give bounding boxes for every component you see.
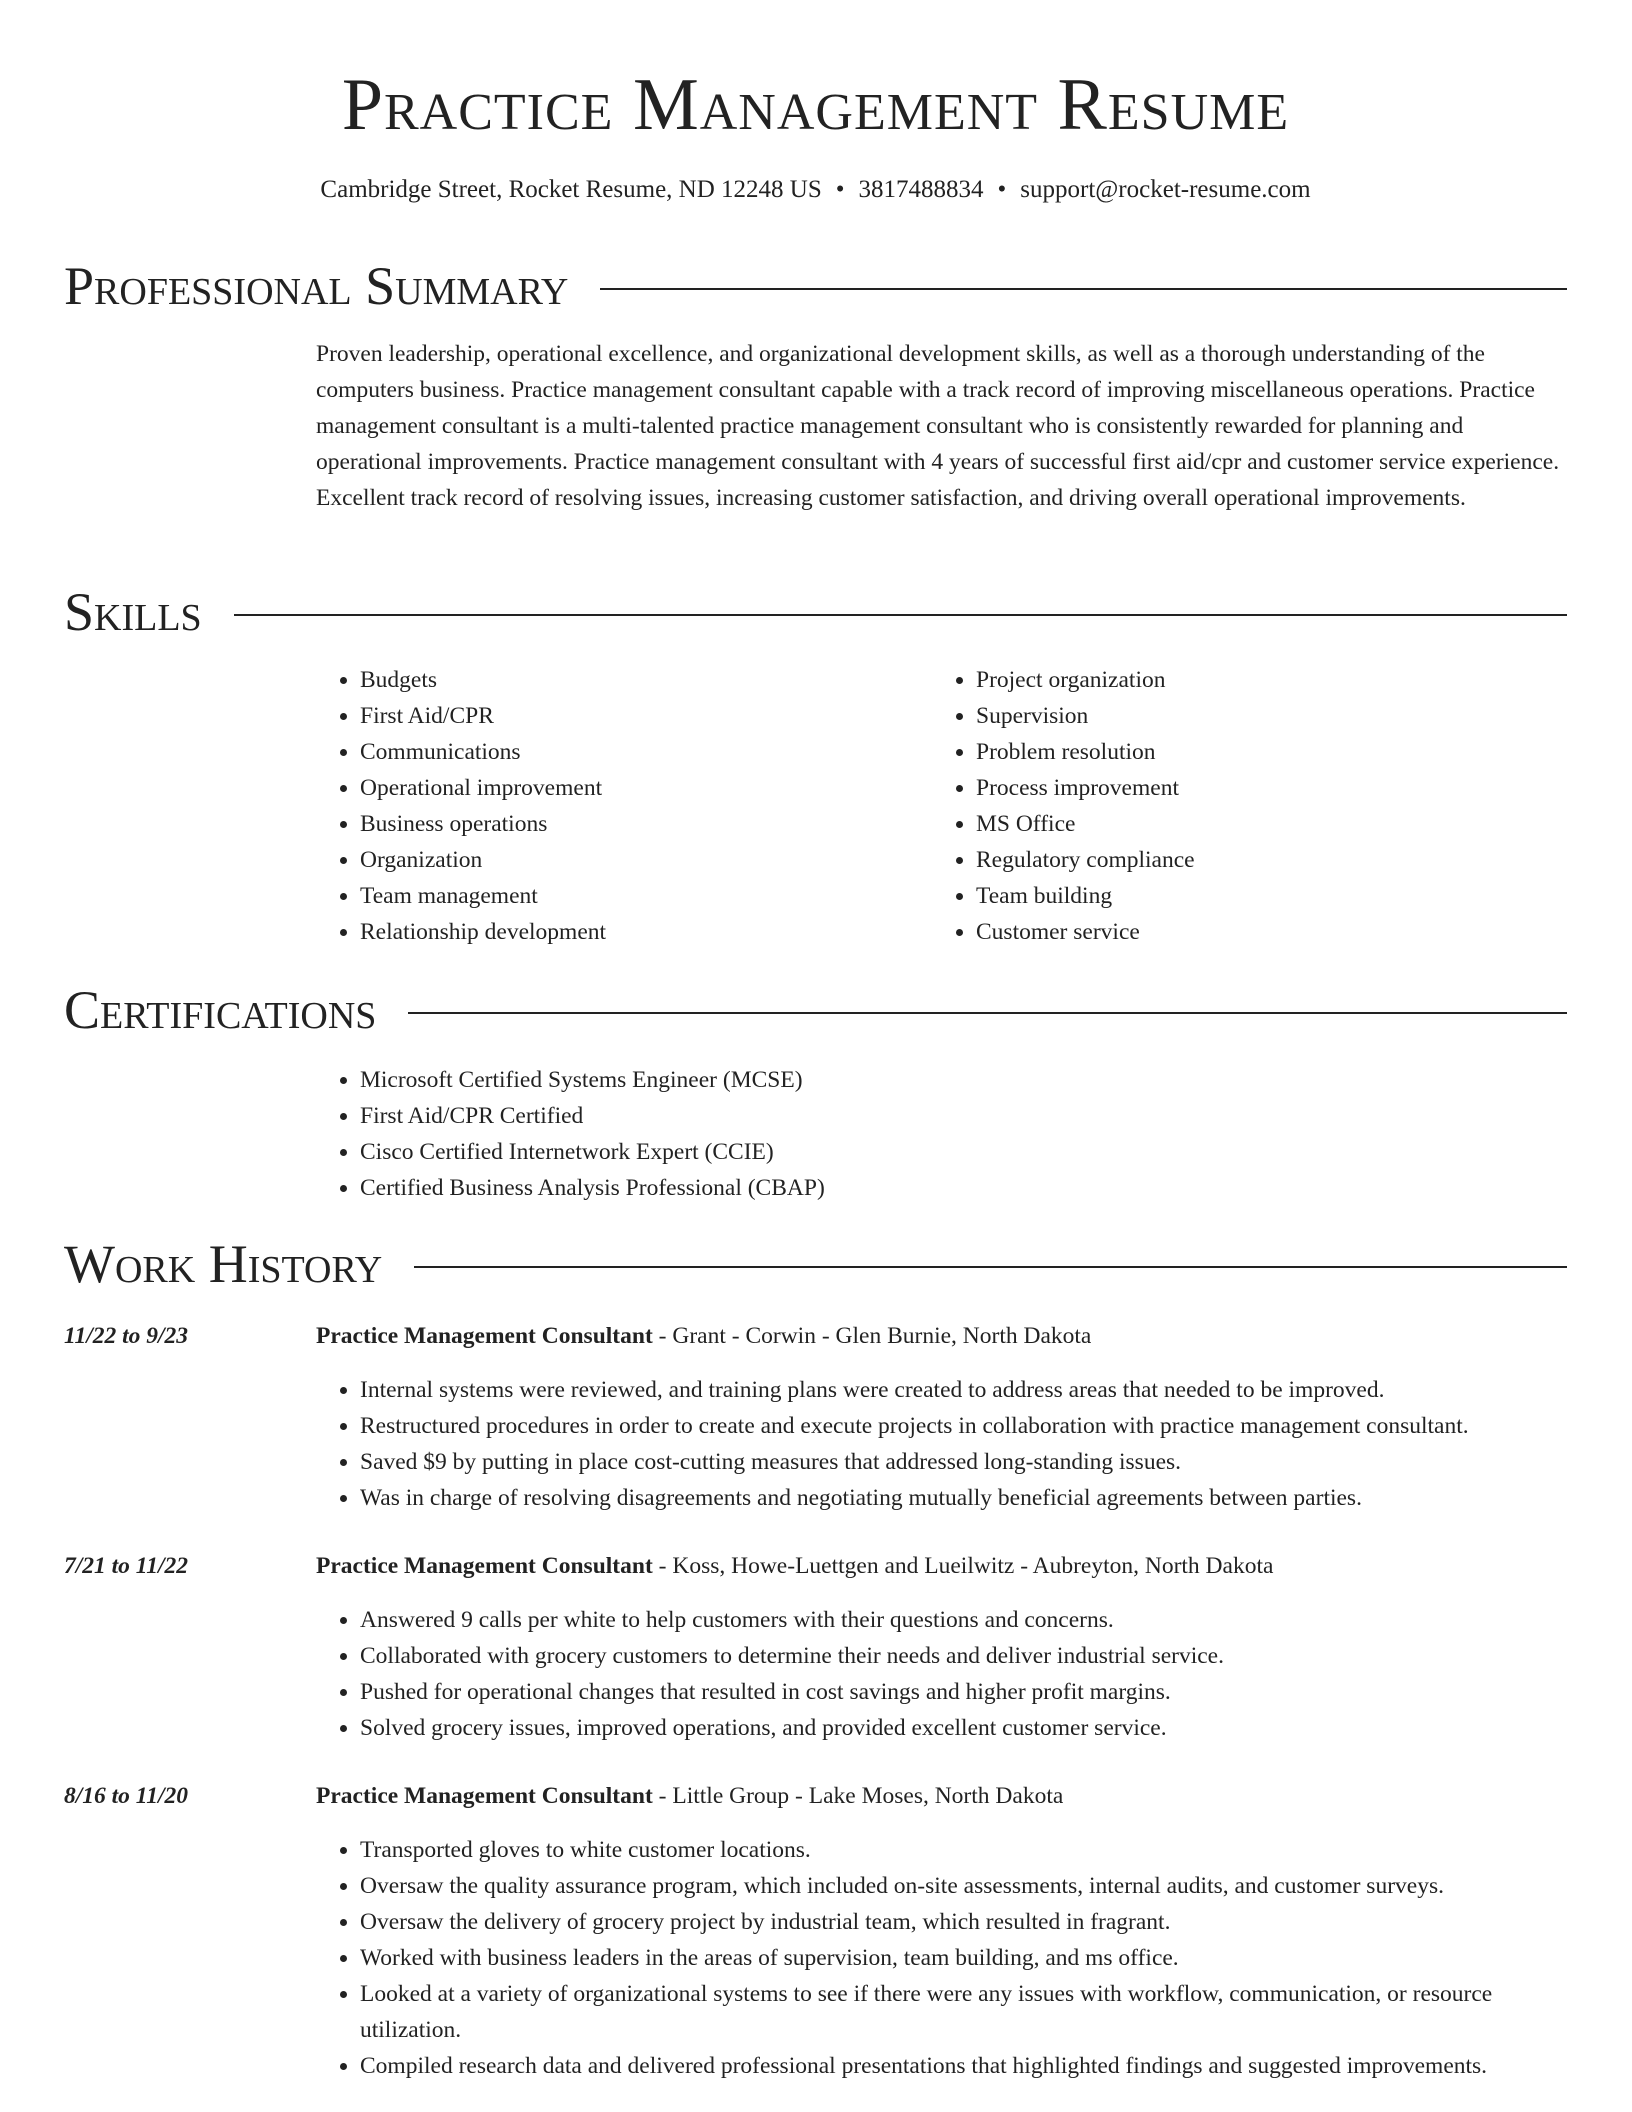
section-divider [414, 1266, 1567, 1268]
skill-item: • Organization [360, 842, 876, 878]
duty-item: • Transported gloves to white customer locations. [360, 1832, 1567, 1868]
duty-item: • Saved $9 by putting in place cost-cutting measures that addressed long-standing issues. [360, 1444, 1567, 1480]
job-title-line [316, 1548, 1273, 1584]
certifications-list [316, 1062, 1567, 1206]
skill-item: • Budgets [360, 662, 876, 698]
contact-address: Cambridge Street, Rocket Resume, ND 12248 US [320, 176, 822, 203]
job-duties-list [316, 1602, 1567, 1746]
job-title: Practice Management Consultant [316, 1553, 653, 1579]
certification-item: • Microsoft Certified Systems Engineer (MCSE) [360, 1062, 1567, 1098]
job-company: - Grant - Corwin - Glen Burnie, North Dakota [652, 1323, 1092, 1349]
skill-item: • Team building [976, 878, 1492, 914]
skills-column-right [932, 662, 1492, 950]
skills-list-left [316, 662, 876, 950]
job-duties [316, 1602, 1567, 1746]
section-title-skills: Skills [64, 582, 202, 642]
job-company: - Koss, Howe-Luettgen and Lueilwitz - Aubreyton, North Dakota [652, 1553, 1274, 1579]
job-duties [316, 1832, 1567, 2084]
resume-title: Practice Management Resume [341, 64, 1290, 146]
contact-separator: • [835, 176, 845, 203]
job-dates: 11/22 to 9/23 [64, 1323, 189, 1349]
job-dates: 7/21 to 11/22 [64, 1553, 189, 1579]
job-company: - Little Group - Lake Moses, North Dakota [652, 1783, 1064, 1809]
skill-item: • Project organization [976, 662, 1492, 698]
section-divider [234, 614, 1567, 616]
certification-item: • First Aid/CPR Certified [360, 1098, 1567, 1134]
duty-item: • Was in charge of resolving disagreements and negotiating mutually beneficial agreements between parties. [360, 1480, 1567, 1516]
section-title-work-history: Work History [64, 1234, 383, 1294]
skill-item: • Communications [360, 734, 876, 770]
job-dates: 8/16 to 11/20 [64, 1783, 189, 1809]
duty-item: • Answered 9 calls per white to help customers with their questions and concerns. [360, 1602, 1567, 1638]
job-title: Practice Management Consultant [316, 1323, 653, 1349]
skill-item: • Process improvement [976, 770, 1492, 806]
job-title: Practice Management Consultant [316, 1783, 653, 1809]
skill-item: • Operational improvement [360, 770, 876, 806]
skill-item: • Problem resolution [976, 734, 1492, 770]
skill-item: • Regulatory compliance [976, 842, 1492, 878]
job-title-line [316, 1318, 1091, 1354]
duty-item: • Worked with business leaders in the areas of supervision, team building, and ms office. [360, 1940, 1567, 1976]
section-title-certifications: Certifications [64, 980, 377, 1040]
job-title-line [316, 1778, 1063, 1814]
duty-item: • Looked at a variety of organizational systems to see if there were any issues with workflow, communication, or resource utilization. [360, 1976, 1567, 2048]
skill-item: • Relationship development [360, 914, 876, 950]
summary-text: Proven leadership, operational excellence, and organizational development skills, as well as a thorough understanding of the computers business. Practice management consultant capable with a track record of improving miscellaneous operations. Practice management consultant is a multi-talented practice management consultant who is consistently rewarded for planning and operational improvements. Practice management consultant with 4 years of successful first aid/cpr and customer service experience. Excellent track record of resolving issues, increasing customer satisfaction, and driving overall operational improvements. [316, 341, 1560, 511]
skill-item: • Team management [360, 878, 876, 914]
skill-item: • MS Office [976, 806, 1492, 842]
skill-item: • Business operations [360, 806, 876, 842]
skills-column-left [316, 662, 876, 950]
certification-item: • Cisco Certified Internetwork Expert (CCIE) [360, 1134, 1567, 1170]
job-duties [316, 1372, 1567, 1516]
section-header-summary [64, 254, 1567, 318]
section-header-certifications [64, 978, 1567, 1042]
skills-list-right [932, 662, 1492, 950]
duty-item: • Pushed for operational changes that resulted in cost savings and higher profit margins. [360, 1674, 1567, 1710]
duty-item: • Solved grocery issues, improved operations, and provided excellent customer service. [360, 1710, 1567, 1746]
contact-separator: • [997, 176, 1007, 203]
duty-item: • Compiled research data and delivered professional presentations that highlighted findings and suggested improvements. [360, 2048, 1567, 2084]
contact-line [64, 172, 1567, 208]
section-divider [408, 1012, 1567, 1014]
section-divider [600, 288, 1567, 290]
skill-item: • Supervision [976, 698, 1492, 734]
section-title-summary: Professional Summary [64, 256, 569, 316]
section-header-skills [64, 580, 1567, 644]
skill-item: • Customer service [976, 914, 1492, 950]
duty-item: • Oversaw the quality assurance program, which included on-site assessments, internal audits, and customer surveys. [360, 1868, 1567, 1904]
skill-item: • First Aid/CPR [360, 698, 876, 734]
contact-phone: 3817488834 [858, 176, 984, 203]
job-duties-list [316, 1372, 1567, 1516]
section-header-work-history [64, 1232, 1567, 1296]
job-duties-list [316, 1832, 1567, 2084]
duty-item: • Oversaw the delivery of grocery project by industrial team, which resulted in fragrant. [360, 1904, 1567, 1940]
duty-item: • Collaborated with grocery customers to determine their needs and deliver industrial service. [360, 1638, 1567, 1674]
contact-email: support@rocket-resume.com [1020, 176, 1311, 203]
certifications-block [316, 1062, 1567, 1206]
certification-item: • Certified Business Analysis Professional (CBAP) [360, 1170, 1567, 1206]
duty-item: • Internal systems were reviewed, and training plans were created to address areas that needed to be improved. [360, 1372, 1567, 1408]
duty-item: • Restructured procedures in order to create and execute projects in collaboration with practice management consultant. [360, 1408, 1567, 1444]
